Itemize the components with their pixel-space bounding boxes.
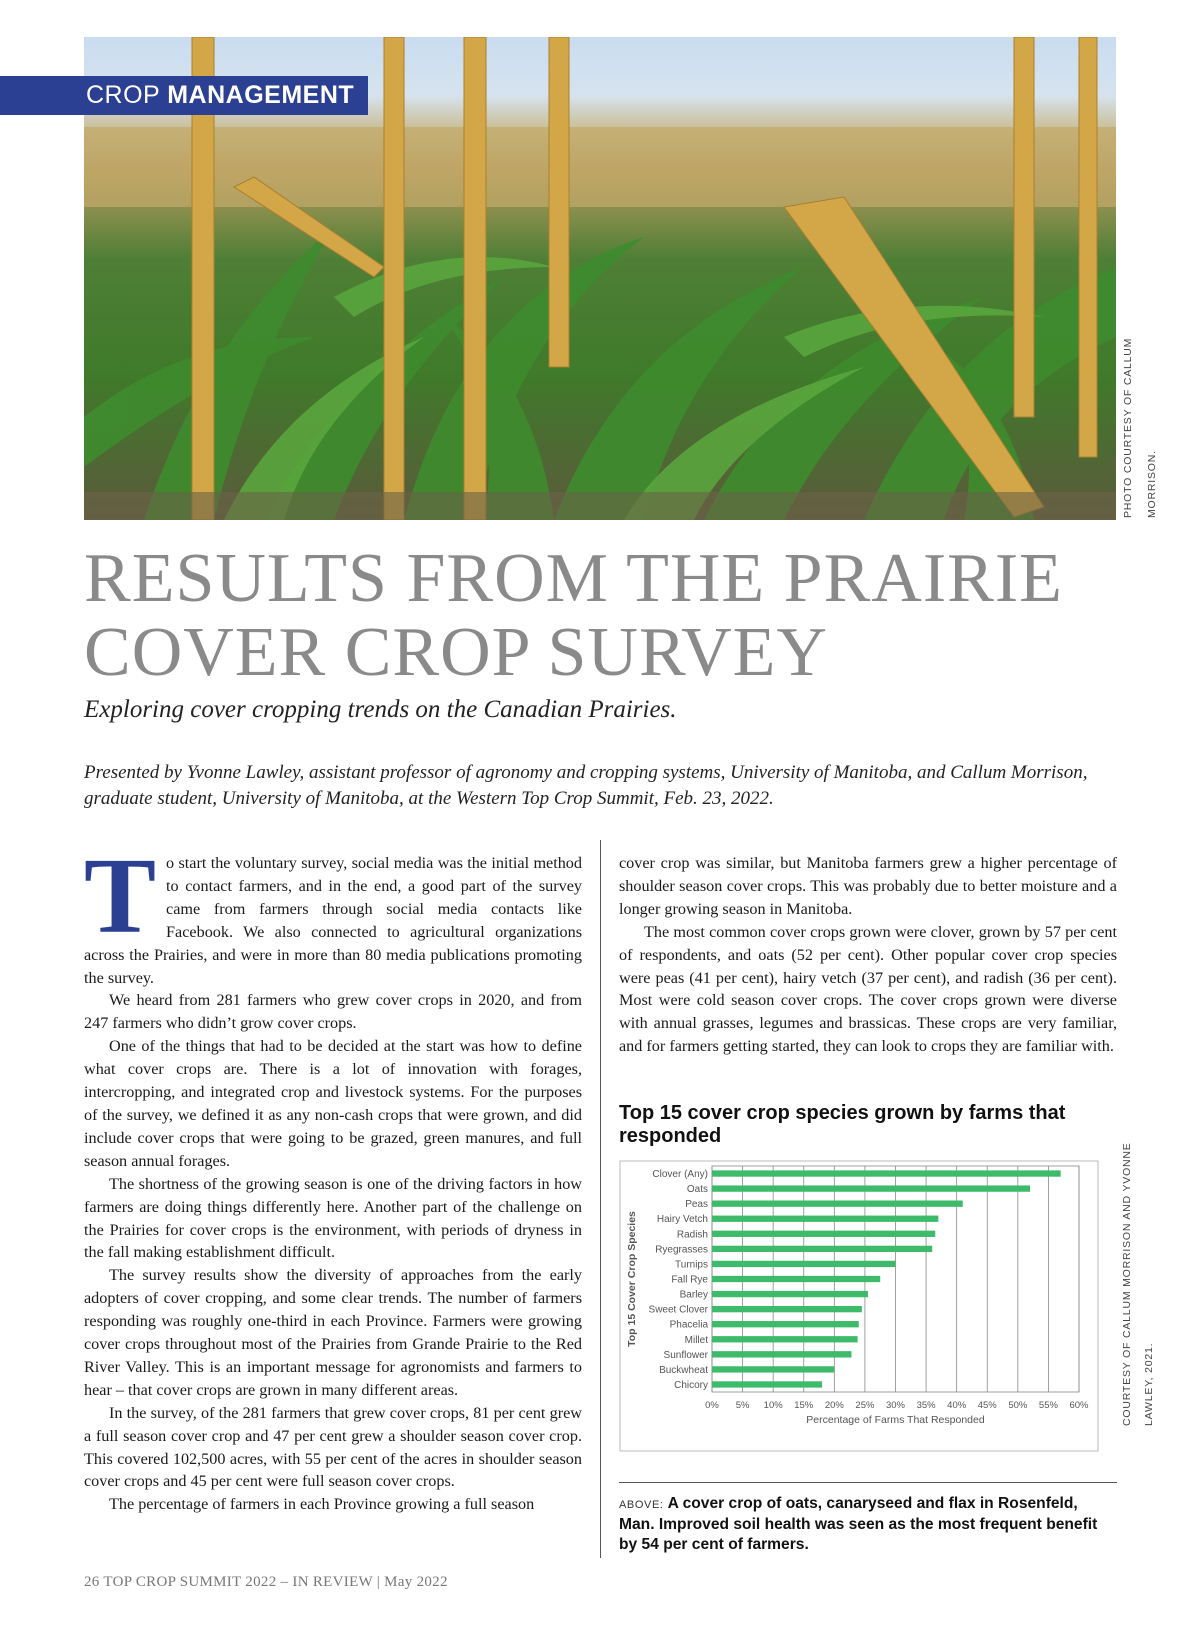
x-tick-label: 0% [705,1400,719,1411]
bar [712,1185,1030,1191]
category-label: Phacelia [669,1319,708,1331]
category-label: Chicory [674,1379,708,1391]
x-tick-label: 25% [855,1400,875,1411]
bar [712,1231,935,1237]
x-tick-label: 60% [1069,1400,1089,1411]
category-label: Fall Rye [671,1274,708,1286]
bar [712,1381,822,1387]
category-label: Sweet Clover [648,1304,708,1316]
drop-cap: T [84,837,157,956]
x-tick-label: 10% [763,1400,783,1411]
bar [712,1336,858,1342]
paragraph: The survey results show the diversity of approaches from the early adopters of cover cropping, and some clear trends. The number of farmers responding was roughly one-third in each Province. Farmers were growing cover crops throughout most of the Prairies from Grande Prairie to the Red River Valley. This is an important message for agronomists and farmers to hear – that cover crops are grown in many different areas. [84,1266,582,1399]
article-column-left [84,837,582,1516]
article-column-right [619,852,1117,1058]
paragraph: cover crop was similar, but Manitoba farmers grew a higher percentage of shoulder season cover crops. This was probably due to better moisture and a longer growing season in Manitoba. [619,854,1117,918]
paragraph: The most common cover crops grown were clover, grown by 57 per cent of respondents, and oats (52 per cent). Other popular cover crop species were peas (41 per cent), hairy vetch (37 per cent), and radish (36 per cent). Most were cold season cover crops. The cover crops grown were diverse with annual grasses, legumes and brassicas. These crops are very familiar, and for farmers getting started, they can look to crops they are familiar with. [619,922,1117,1056]
y-axis-label: Top 15 Cover Crop Species [626,1211,638,1347]
chart-title: Top 15 cover crop species grown by farms that responded [619,1102,1066,1147]
bar [712,1246,932,1252]
bar [712,1276,880,1282]
paragraph: The percentage of farmers in each Province growing a full season [109,1495,535,1514]
x-tick-label: 55% [1038,1400,1058,1411]
bar [712,1291,868,1297]
category-label: Hairy Vetch [656,1214,708,1226]
caption-divider [619,1482,1117,1483]
paragraph: We heard from 281 farmers who grew cover crops in 2020, and from 247 farmers who didn’t grow cover crops. [84,991,582,1033]
category-label: Oats [686,1184,708,1196]
category-label: Barley [679,1289,708,1301]
x-tick-label: 5% [735,1400,750,1411]
category-label: Millet [684,1334,708,1346]
paragraph: The shortness of the growing season is one of the driving factors in how farmers are doing things differently here. Another part of the challenge on the Prairies for cover crops is the environment, with periods of dryness in the fall making establishment difficult. [84,1174,582,1262]
x-tick-label: 45% [977,1400,997,1411]
bar [712,1216,938,1222]
paragraph-text: o start the voluntary survey, social media was the initial method to contact farmers, and in the end, a good part of the survey came from farmers through social media contacts like Facebook. We also connected to agricultural organizations across the Prairies, and were in more than 80 media publications promoting the survey. [84,854,582,987]
paragraph: One of the things that had to be decided at the start was how to define what cover crops are. There is a lot of innovation with forages, intercropping, and integrated crop and livestock systems. For the purposes of the survey, we defined it as any non-cash crops that were grown, and did include cover crops that were going to be grazed, green manures, and full season annual forages. [84,1037,582,1170]
section-tag-bold: MANAGEMENT [167,81,355,109]
bar [712,1366,834,1372]
category-label: Sunflower [663,1349,708,1361]
chart-credit: COURTESY OF CALLUM MORRISON AND YVONNE LAWLEY, 2021. [1121,1142,1155,1426]
bar [712,1261,896,1267]
section-tag-light: CROP [86,81,160,109]
article-title: RESULTS FROM THE PRAIRIE COVER CROP SURVEY [84,540,1063,691]
x-axis-label: Percentage of Farms That Responded [806,1414,985,1426]
article-byline: Presented by Yvonne Lawley, assistant professor of agronomy and cropping systems, University of Manitoba, and Callum Morrison, graduate student, University of Manitoba, at the Western Top Crop Summit, Feb. 23, 2022. [84,762,1088,809]
x-tick-label: 35% [916,1400,936,1411]
category-label: Radish [676,1229,708,1241]
column-divider [600,840,601,1558]
category-label: Buckwheat [659,1364,708,1376]
bar-chart-svg [619,1160,1099,1452]
x-tick-label: 40% [947,1400,967,1411]
bar [712,1170,1061,1176]
bar [712,1306,862,1312]
x-tick-label: 30% [885,1400,906,1411]
page-footer: 26 TOP CROP SUMMIT 2022 – IN REVIEW | May 2022 [84,1574,448,1590]
article-subtitle: Exploring cover cropping trends on the Canadian Prairies. [84,696,677,723]
caption-lead: ABOVE: [619,1499,664,1511]
bar [712,1351,851,1357]
category-label: Clover (Any) [652,1169,708,1181]
photo-caption [619,1494,1117,1555]
category-label: Turnips [675,1259,708,1271]
category-label: Ryegrasses [655,1244,708,1256]
x-tick-label: 50% [1008,1400,1028,1411]
bar [712,1201,963,1207]
paragraph [84,837,582,989]
category-label: Peas [685,1199,708,1211]
bar [712,1321,859,1327]
paragraph: In the survey, of the 281 farmers that grew cover crops, 81 per cent grew a full season cover crop and 47 per cent grew a shoulder season cover crop. This covered 102,500 acres, with 55 per cent of the acres in shoulder season cover crops and 45 per cent were full season cover crops. [84,1403,582,1491]
bar-chart [619,1160,1099,1452]
x-tick-label: 15% [794,1400,814,1411]
section-tag [0,76,368,115]
x-tick-label: 20% [824,1400,844,1411]
caption-text: A cover crop of oats, canaryseed and flax in Rosenfeld, Man. Improved soil health was seen as the most frequent benefit by 54 per cent of farmers. [619,1495,1098,1553]
photo-credit: PHOTO COURTESY OF CALLUM MORRISON. [1122,337,1158,518]
